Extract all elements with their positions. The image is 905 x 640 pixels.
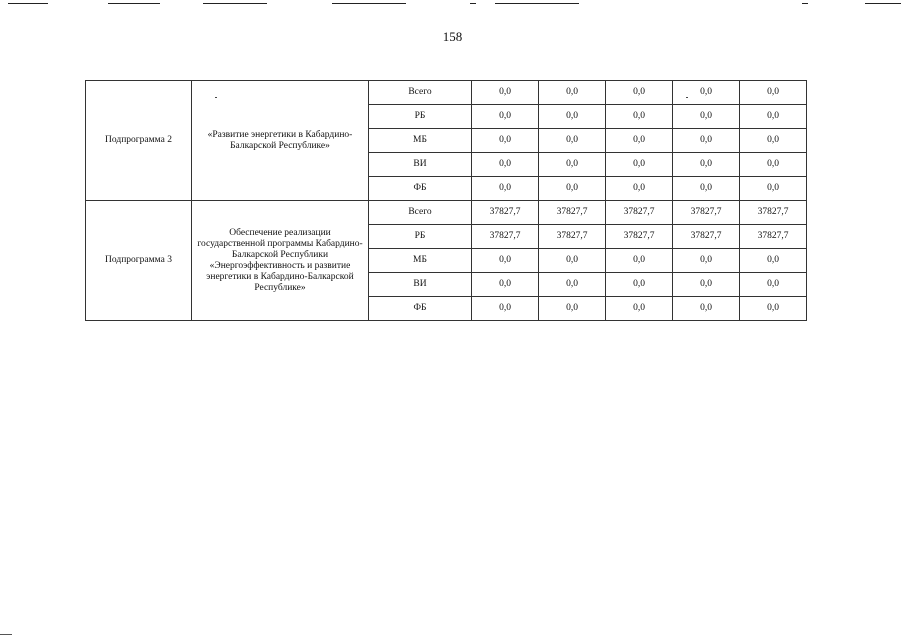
value-cell: 0,0 bbox=[472, 297, 539, 321]
value-cell: 0,0 bbox=[673, 105, 740, 129]
value-cell: 0,0 bbox=[673, 249, 740, 273]
value-cell: 0,0 bbox=[539, 177, 606, 201]
value-cell: 0,0 bbox=[539, 129, 606, 153]
value-cell: 0,0 bbox=[673, 81, 740, 105]
value-cell: 0,0 bbox=[606, 105, 673, 129]
funding-source: МБ bbox=[369, 249, 472, 273]
value-cell: 0,0 bbox=[673, 297, 740, 321]
value-cell: 37827,7 bbox=[606, 225, 673, 249]
value-cell: 0,0 bbox=[606, 273, 673, 297]
value-cell: 0,0 bbox=[740, 273, 807, 297]
value-cell: 0,0 bbox=[740, 129, 807, 153]
funding-source: РБ bbox=[369, 105, 472, 129]
funding-source: РБ bbox=[369, 225, 472, 249]
value-cell: 0,0 bbox=[472, 81, 539, 105]
value-cell: 37827,7 bbox=[539, 201, 606, 225]
value-cell: 0,0 bbox=[472, 177, 539, 201]
value-cell: 37827,7 bbox=[472, 225, 539, 249]
subprogram-title: Обеспечение реализации государственной программы Кабардино-Балкарской Республики «Энергоэффективность и развитие энергетики в Кабардино-Балкарской Республике» bbox=[192, 201, 369, 321]
value-cell: 37827,7 bbox=[740, 225, 807, 249]
value-cell: 0,0 bbox=[539, 105, 606, 129]
funding-source: ВИ bbox=[369, 153, 472, 177]
funding-source: МБ bbox=[369, 129, 472, 153]
value-cell: 0,0 bbox=[740, 81, 807, 105]
page-number: 158 bbox=[442, 29, 463, 44]
value-cell: 37827,7 bbox=[472, 201, 539, 225]
subprogram-name: Подпрограмма 3 bbox=[86, 201, 192, 321]
value-cell: 0,0 bbox=[740, 153, 807, 177]
top-rule bbox=[332, 3, 406, 4]
funding-source: ВИ bbox=[369, 273, 472, 297]
value-cell: 0,0 bbox=[606, 129, 673, 153]
funding-source: ФБ bbox=[369, 177, 472, 201]
value-cell: 0,0 bbox=[740, 177, 807, 201]
value-cell: 0,0 bbox=[539, 273, 606, 297]
value-cell: 0,0 bbox=[539, 81, 606, 105]
value-cell: 0,0 bbox=[673, 129, 740, 153]
funding-source: Всего bbox=[369, 201, 472, 225]
subprogram-title: «Развитие энергетики в Кабардино-Балкарской Республике» bbox=[192, 81, 369, 201]
value-cell: 37827,7 bbox=[673, 225, 740, 249]
value-cell: 37827,7 bbox=[673, 201, 740, 225]
table-row bbox=[86, 81, 807, 105]
subprogram-name: Подпрограмма 2 bbox=[86, 81, 192, 201]
top-rule bbox=[8, 3, 48, 4]
top-rule bbox=[470, 3, 476, 4]
top-rule bbox=[865, 3, 901, 4]
value-cell: 37827,7 bbox=[740, 201, 807, 225]
value-cell: 0,0 bbox=[740, 249, 807, 273]
top-rule bbox=[203, 3, 267, 4]
value-cell: 0,0 bbox=[673, 177, 740, 201]
value-cell: 0,0 bbox=[606, 153, 673, 177]
value-cell: 0,0 bbox=[673, 273, 740, 297]
value-cell: 0,0 bbox=[472, 153, 539, 177]
top-rule bbox=[495, 3, 579, 4]
top-rule bbox=[802, 3, 808, 4]
value-cell: 0,0 bbox=[606, 297, 673, 321]
funding-source: ФБ bbox=[369, 297, 472, 321]
table-row bbox=[86, 201, 807, 225]
value-cell: 0,0 bbox=[539, 249, 606, 273]
scan-speck bbox=[686, 97, 688, 98]
scan-speck bbox=[215, 97, 217, 98]
value-cell: 0,0 bbox=[472, 273, 539, 297]
value-cell: 0,0 bbox=[472, 129, 539, 153]
value-cell: 0,0 bbox=[606, 177, 673, 201]
value-cell: 0,0 bbox=[740, 297, 807, 321]
value-cell: 0,0 bbox=[606, 81, 673, 105]
value-cell: 0,0 bbox=[606, 249, 673, 273]
scan-edge-mark bbox=[0, 634, 12, 635]
value-cell: 0,0 bbox=[673, 153, 740, 177]
value-cell: 0,0 bbox=[472, 105, 539, 129]
funding-source: Всего bbox=[369, 81, 472, 105]
value-cell: 0,0 bbox=[539, 297, 606, 321]
value-cell: 37827,7 bbox=[606, 201, 673, 225]
value-cell: 0,0 bbox=[740, 105, 807, 129]
value-cell: 37827,7 bbox=[539, 225, 606, 249]
funding-table bbox=[85, 80, 807, 321]
top-rule bbox=[108, 3, 160, 4]
value-cell: 0,0 bbox=[472, 249, 539, 273]
value-cell: 0,0 bbox=[539, 153, 606, 177]
